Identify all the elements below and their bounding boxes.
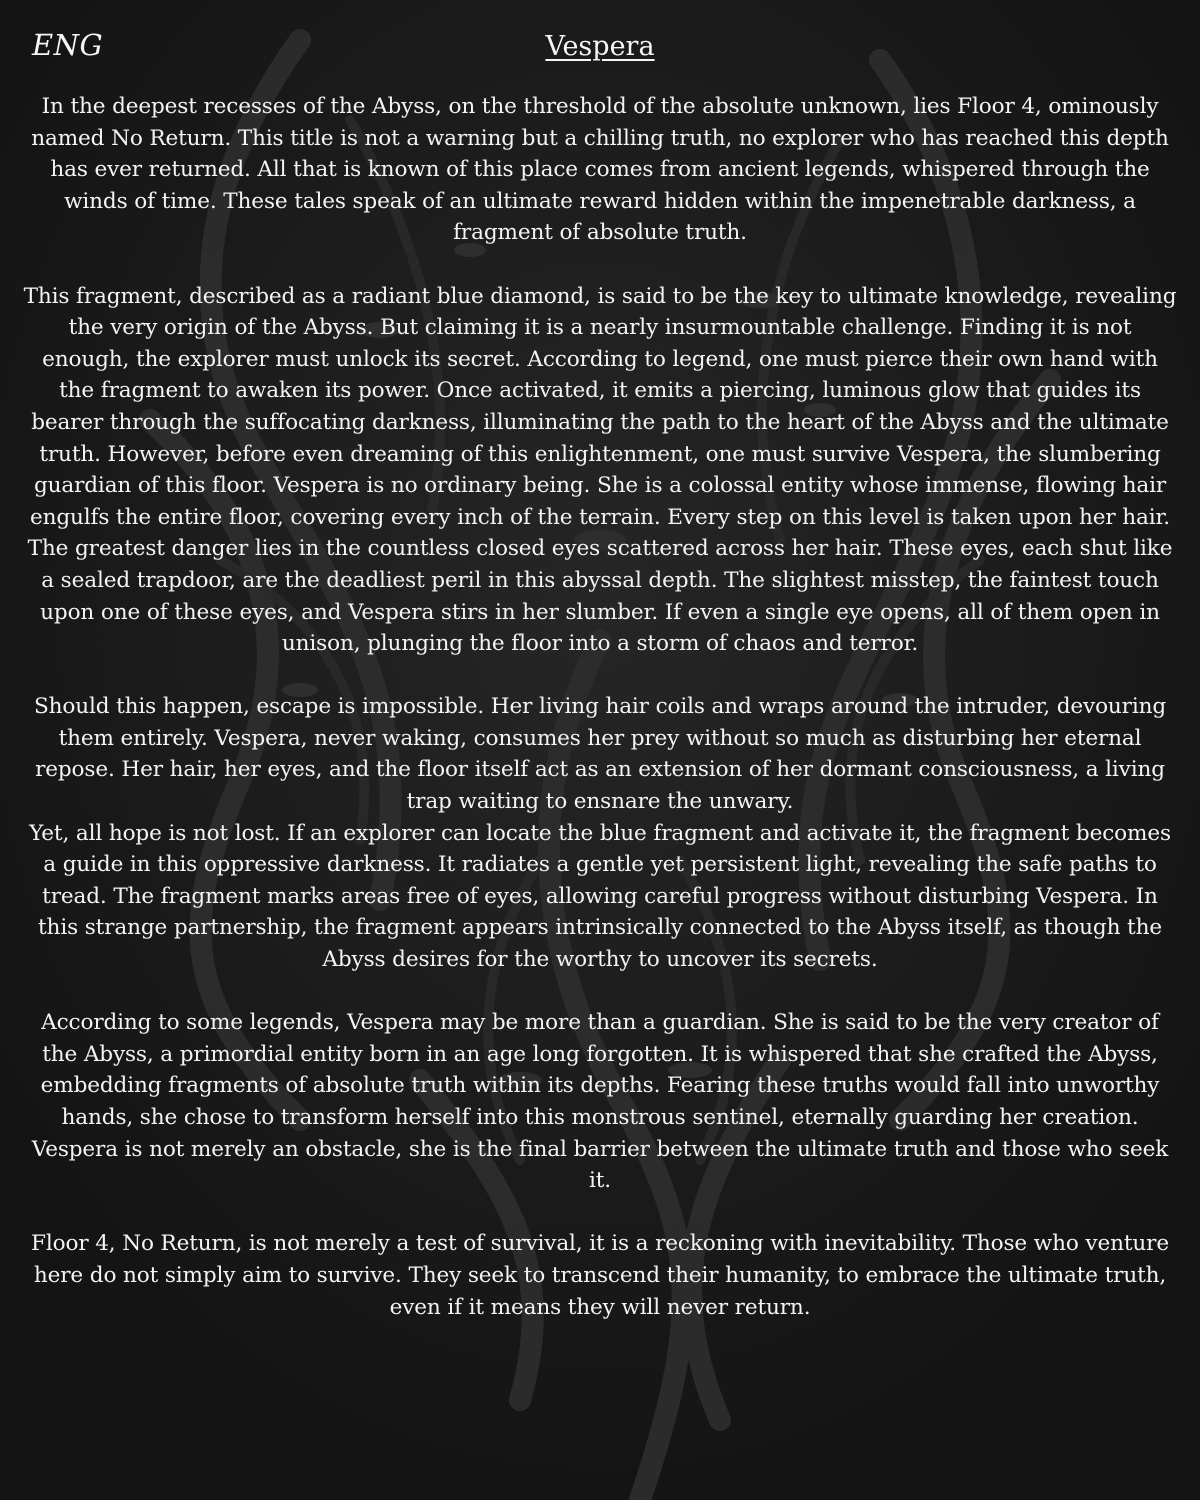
paragraph: The greatest danger lies in the countless closed eyes scattered across her hair. These eyes, each shut like a sealed trapdoor, are the deadliest peril in this abyssal depth. The slightest misstep, the faintest touch upon one of these eyes, and Vespera stirs in her slumber. If even a single eye opens, all of them open in unison, plunging the floor into a storm of chaos and terror. (27, 536, 1173, 657)
story-body (22, 91, 1178, 1323)
language-label: ENG (32, 28, 104, 62)
paragraph: Floor 4, No Return, is not merely a test of survival, it is a reckoning with inevitability. Those who venture here do not simply aim to survive. They seek to transcend their humanity, to embrace the ultimate truth, even if it means they will never return. (31, 1231, 1169, 1320)
paragraph: Yet, all hope is not lost. If an explorer can locate the blue fragment and activate it, the fragment becomes a guide in this oppressive darkness. It radiates a gentle yet persistent light, revealing the safe paths to tread. The fragment marks areas free of eyes, allowing careful progress without disturbing Vespera. In this strange partnership, the fragment appears intrinsically connected to the Abyss itself, as though the Abyss desires for the worthy to uncover its secrets. (29, 820, 1171, 973)
paragraph: Should this happen, escape is impossible. Her living hair coils and wraps around the intruder, devouring them entirely. Vespera, never waking, consumes her prey without so much as disturbing her eternal repose. Her hair, her eyes, and the floor itself act as an extension of her dormant consciousness, a living trap waiting to ensnare the unwary. (33, 694, 1167, 815)
paragraph: According to some legends, Vespera may be more than a guardian. She is said to be the very creator of the Abyss, a primordial entity born in an age long forgotten. It is whispered that she crafted the Abyss, embedding fragments of absolute truth within its depths. Fearing these truths would fall into unworthy hands, she chose to transform herself into this monstrous sentinel, eternally guarding her creation. Vespera is not merely an obstacle, she is the final barrier between the ultimate truth and those who seek it. (31, 1010, 1169, 1194)
page-title: Vespera (545, 31, 655, 62)
paragraph: In the deepest recesses of the Abyss, on the threshold of the absolute unknown, lies Floor 4, ominously named No Return. This title is not a warning but a chilling truth, no explorer who has reached this depth has ever returned. All that is known of this place comes from ancient legends, whispered through the winds of time. These tales speak of an ultimate reward hidden within the impenetrable darkness, a fragment of absolute truth. (31, 94, 1169, 246)
paragraph: This fragment, described as a radiant blue diamond, is said to be the key to ultimate knowledge, revealing the very origin of the Abyss. But claiming it is a nearly insurmountable challenge. Finding it is not enough, the explorer must unlock its secret. According to legend, one must pierce their own hand with the fragment to awaken its power. Once activated, it emits a piercing, luminous glow that guides its bearer through the suffocating darkness, illuminating the path to the heart of the Abyss and the ultimate truth. However, before even dreaming of this enlightenment, one must survive Vespera, the slumbering guardian of this floor. Vespera is no ordinary being. She is a colossal entity whose immense, flowing hair engulfs the entire floor, covering every inch of the terrain. Every step on this level is taken upon her hair. (23, 283, 1177, 530)
